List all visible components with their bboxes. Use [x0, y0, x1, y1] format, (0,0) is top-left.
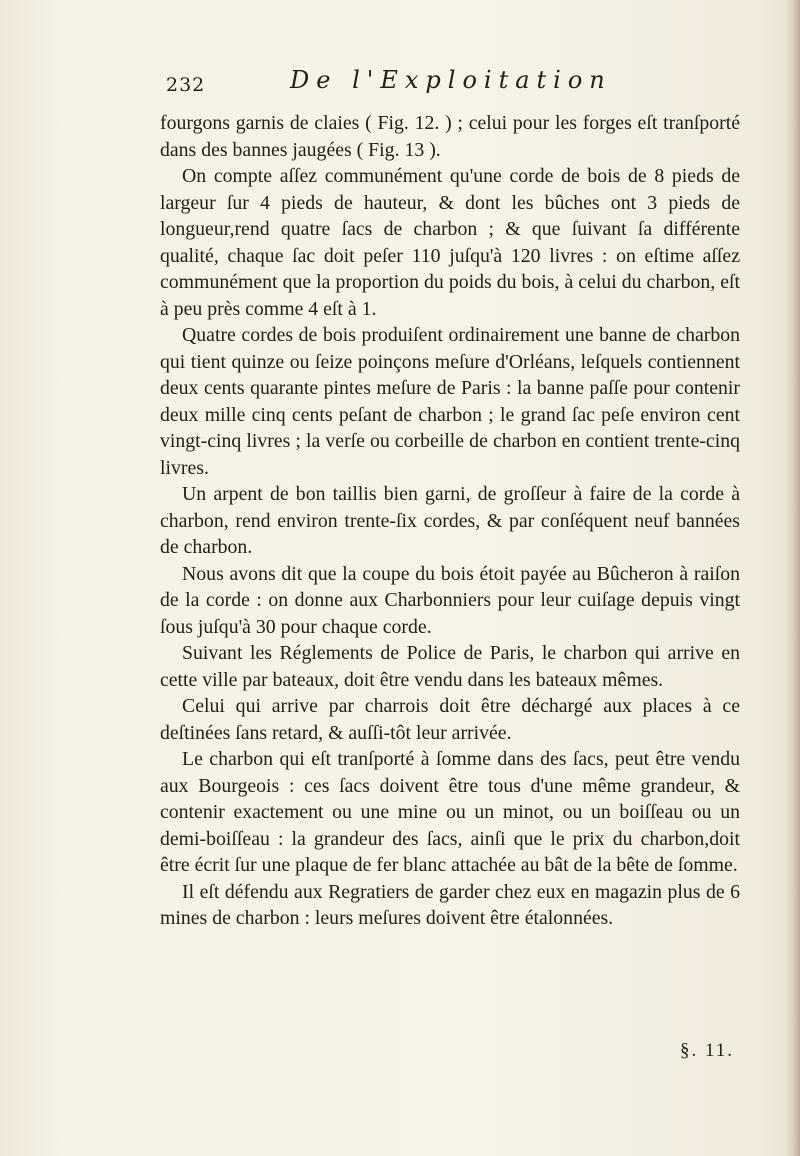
paragraph: Le charbon qui eſt tranſporté à ſomme dans des ſacs, peut être vendu aux Bourgeois : ces ſacs doivent être tous d'une même grandeur, & contenir exactement ou une mine ou un minot, ou un boiſſeau ou un demi-boiſſeau : la grandeur des ſacs, ainſi que le prix du charbon,doit être écrit ſur une plaque de fer blanc attachée au bât de la bête de ſomme.	[160, 748, 740, 876]
paragraph: Quatre cordes de bois produiſent ordinairement une banne de charbon qui tient quinze ou ſeize poinçons meſure d'Orléans, leſquels contiennent deux cents quarante pintes meſure de Paris : la banne paſſe pour contenir deux mille cinq cents peſant de charbon ; le grand ſac peſe environ cent vingt-cinq livres ; la verſe ou corbeille de charbon en contient trente-cinq livres.	[160, 324, 740, 479]
running-head: De l'Exploitation	[290, 66, 612, 94]
paragraph: Un arpent de bon taillis bien garni, de groſſeur à faire de la corde à charbon, rend environ trente-ſix cordes, & par conſéquent neuf bannées de charbon.	[160, 483, 740, 558]
page-header	[160, 62, 740, 102]
paragraph: Celui qui arrive par charrois doit être déchargé aux places à ce deſtinées ſans retard, & auſſi-tôt leur arrivée.	[160, 695, 740, 744]
body-text	[160, 110, 740, 932]
paragraph: Suivant les Réglements de Police de Paris, le charbon qui arrive en cette ville par bateaux, doit être vendu dans les bateaux mêmes.	[160, 642, 740, 691]
catchword: §. 11.	[680, 1040, 735, 1061]
paragraph: fourgons garnis de claies ( Fig. 12. ) ; celui pour les forges eſt tranſporté dans des bannes jaugées ( Fig. 13 ).	[160, 112, 740, 161]
page-number: 232	[166, 74, 206, 96]
paragraph: Nous avons dit que la coupe du bois étoit payée au Bûcheron à raiſon de la corde : on donne aux Charbonniers pour leur cuiſage depuis vingt ſous juſqu'à 30 pour chaque corde.	[160, 562, 740, 638]
paragraph: Il eſt défendu aux Regratiers de garder chez eux en magazin plus de 6 mines de charbon : leurs meſures doivent être étalonnées.	[160, 880, 740, 929]
page-edge-shadow	[786, 0, 800, 1156]
paragraph: On compte aſſez communément qu'une corde de bois de 8 pieds de largeur ſur 4 pieds de hauteur, & dont les bûches ont 3 pieds de longueur,rend quatre ſacs de charbon ; & que ſuivant ſa différente qualité, chaque ſac doit peſer 110 juſqu'à 120 livres : on eſtime aſſez communément que la proportion du poids du bois, à celui du charbon, eſt à peu près comme 4 eſt à 1.	[160, 165, 740, 320]
